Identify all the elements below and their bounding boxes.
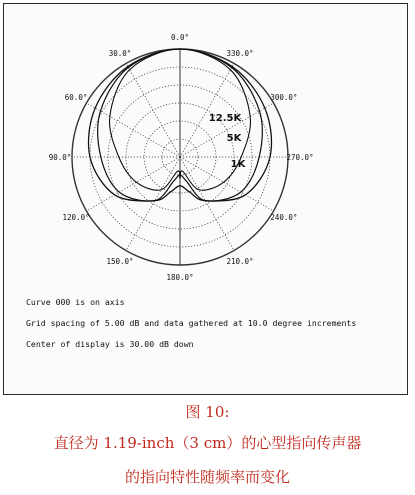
caption-line-2: 的指向特性随频率而变化 xyxy=(124,468,290,486)
grid-spoke xyxy=(180,157,274,211)
angle-tick-label: 240.0° xyxy=(270,213,298,222)
note-axis: Curve 000 is on axis xyxy=(26,297,125,307)
angle-tick-label: 90.0° xyxy=(48,153,72,162)
angle-tick-label: 300.0° xyxy=(270,93,298,102)
note-grid-spacing: Grid spacing of 5.00 dB and data gathered at 10.0 degree increments xyxy=(26,318,357,328)
figure-label: 图 10: xyxy=(185,403,230,421)
angle-tick-label: 210.0° xyxy=(226,256,254,266)
series-label-5K: 5K xyxy=(226,133,242,144)
chart-notes xyxy=(26,298,406,361)
angle-tick-label: 30.0° xyxy=(108,49,132,59)
grid-spoke xyxy=(180,157,234,251)
curve-labels xyxy=(209,113,247,170)
angle-tick-label: 330.0° xyxy=(226,49,254,59)
note-center: Center of display is 30.00 dB down xyxy=(26,339,194,349)
angle-labels xyxy=(49,33,314,282)
angle-tick-label: 180.0° xyxy=(166,273,194,282)
angle-tick-label: 150.0° xyxy=(106,256,134,266)
angle-tick-label: 270.0° xyxy=(286,153,314,162)
series-label-1K: 1K xyxy=(230,159,246,170)
caption-line-1: 直径为 1.19-inch（3 cm）的心型指向传声器 xyxy=(53,434,362,452)
angle-tick-label: 0.0° xyxy=(170,33,190,42)
series-label-12.5K: 12.5K xyxy=(208,113,242,124)
angle-tick-label: 120.0° xyxy=(62,213,90,222)
polar-grid xyxy=(72,49,288,265)
grid-spoke xyxy=(126,157,180,251)
angle-tick-label: 60.0° xyxy=(64,93,88,102)
